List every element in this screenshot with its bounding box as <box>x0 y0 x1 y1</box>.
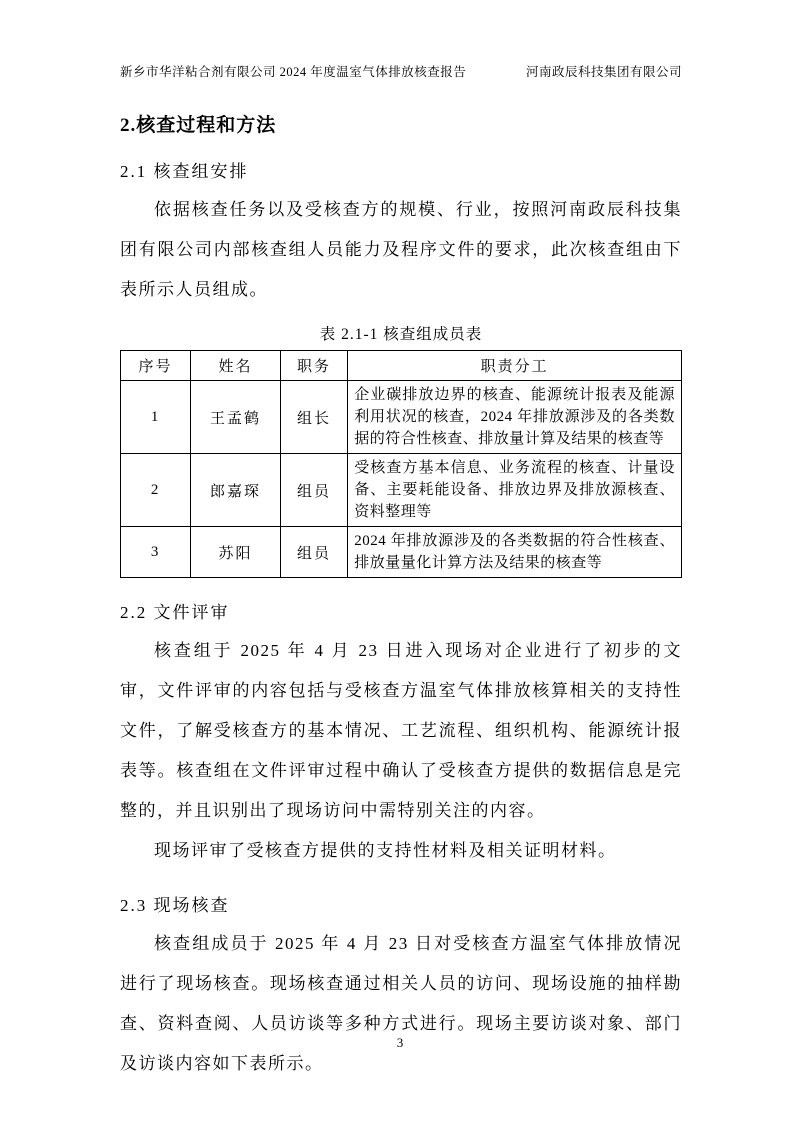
table-header-row <box>121 351 682 381</box>
section-2-2-paragraph-2: 现场评审了受核查方提供的支持性材料及相关证明材料。 <box>154 841 617 860</box>
page-number: 3 <box>396 1035 404 1050</box>
page-header <box>120 0 682 80</box>
cell-name: 苏阳 <box>191 527 281 578</box>
cell-role: 组员 <box>280 454 347 527</box>
cell-no: 3 <box>121 527 191 578</box>
col-header-no: 序号 <box>121 351 191 381</box>
section-2-3-title: 2.3 现场核查 <box>120 896 230 915</box>
header-company-name: 河南政辰科技集团有限公司 <box>525 65 682 79</box>
cell-duty: 企业碳排放边界的核查、能源统计报表及能源利用状况的核查，2024 年排放源涉及的各类数据的符合性核查、排放量计算及结果的核查等 <box>348 381 682 454</box>
cell-role: 组员 <box>280 527 347 578</box>
section-2-2-paragraph-1: 核查组于 2025 年 4 月 23 日进入现场对企业进行了初步的文审，文件评审的内容包括与受核查方温室气体排放核算相关的支持性文件，了解受核查方的基本情况、工艺流程、组织机构、能源统计报表等。核查组在文件评审过程中确认了受核查方提供的数据信息是完整的，并且识别出了现场访问中需特别关注的内容。 <box>120 641 682 820</box>
cell-duty: 受核查方基本信息、业务流程的核查、计量设备、主要耗能设备、排放边界及排放源核查、资料整理等 <box>348 454 682 527</box>
members-table <box>120 350 682 578</box>
table-caption: 表 2.1-1 核查组成员表 <box>319 326 483 343</box>
cell-duty: 2024 年排放源涉及的各类数据的符合性核查、排放量量化计算方法及结果的核查等 <box>348 527 682 578</box>
cell-no: 1 <box>121 381 191 454</box>
col-header-duty: 职责分工 <box>348 351 682 381</box>
section-2-3-paragraph: 核查组成员于 2025 年 4 月 23 日对受核查方温室气体排放情况进行了现场核查。现场核查通过相关人员的访问、现场设施的抽样勘查、资料查阅、人员访谈等多种方式进行。现场主要访谈对象、部门及访谈内容如下表所示。 <box>120 934 682 1073</box>
section-2-1-paragraph: 依据核查任务以及受核查方的规模、行业，按照河南政辰科技集团有限公司内部核查组人员能力及程序文件的要求，此次核查组由下表所示人员组成。 <box>120 200 682 299</box>
table-row <box>121 527 682 578</box>
cell-name: 王孟鹤 <box>191 381 281 454</box>
cell-role: 组长 <box>280 381 347 454</box>
chapter-title: 2.核查过程和方法 <box>120 115 277 136</box>
table-row <box>121 454 682 527</box>
table-row <box>121 381 682 454</box>
col-header-name: 姓名 <box>191 351 281 381</box>
section-2-1-title: 2.1 核查组安排 <box>120 162 249 181</box>
col-header-role: 职务 <box>280 351 347 381</box>
section-2-2-title: 2.2 文件评审 <box>120 603 230 622</box>
cell-name: 郎嘉琛 <box>191 454 281 527</box>
header-report-title: 新乡市华洋粘合剂有限公司 2024 年度温室气体排放核查报告 <box>120 65 467 79</box>
cell-no: 2 <box>121 454 191 527</box>
